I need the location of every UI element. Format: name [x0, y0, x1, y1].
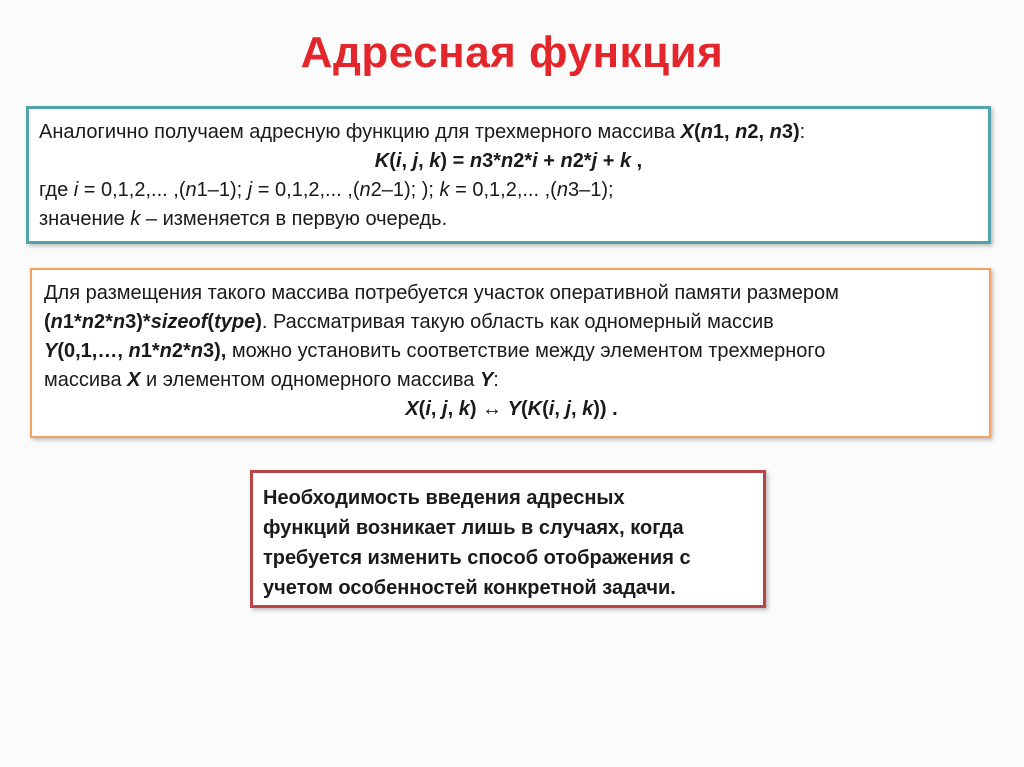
sizeof-keyword: sizeof: [150, 311, 208, 333]
var-k: k: [619, 150, 632, 172]
formula-part: +: [537, 150, 561, 172]
text: можно установить соответствие между элементом трехмерного: [226, 340, 826, 362]
var-i: i: [395, 150, 402, 172]
func-k-symbol: K: [374, 150, 390, 172]
var-k: k: [582, 398, 594, 420]
text: 1*: [140, 340, 160, 362]
var-n: n: [128, 340, 141, 362]
text: (0,1,…,: [57, 340, 129, 362]
array-y-symbol: Y: [44, 340, 58, 362]
var-n: n: [159, 340, 172, 362]
note-line-1: Необходимость введения адресных: [263, 487, 625, 509]
bidirectional-arrow-icon: ↔: [482, 398, 503, 420]
text: ): [469, 398, 483, 420]
text: = 0,1,2,... ,(: [78, 179, 186, 201]
array-x-symbol: X: [127, 369, 141, 391]
var-k: k: [130, 208, 141, 230]
var-n: n: [469, 150, 483, 172]
var-n: n: [81, 311, 95, 333]
var-n: n: [50, 311, 63, 333]
text: (: [207, 311, 215, 333]
text: (: [520, 398, 528, 420]
num: 1,: [712, 121, 736, 143]
text: ): [255, 311, 262, 333]
text: (: [44, 311, 51, 333]
text: (: [418, 398, 426, 420]
func-k-symbol: K: [527, 398, 543, 420]
text: 3)*: [125, 311, 151, 333]
num: 2,: [747, 121, 770, 143]
var-j: j: [412, 150, 419, 172]
text: (: [542, 398, 549, 420]
text: )) .: [593, 398, 618, 420]
formula-line: [39, 147, 978, 176]
num: 3): [781, 121, 800, 143]
text: 1*: [62, 311, 82, 333]
memory-line-3: [44, 337, 979, 366]
address-function-3d-box: [26, 106, 991, 244]
memory-line-1: Для размещения такого массива потребуется участок оперативной памяти размером: [44, 282, 839, 304]
text: ,: [554, 398, 566, 420]
text: ,: [430, 398, 443, 420]
note-line-3: требуется изменить способ отображения с: [263, 547, 691, 569]
mapping-formula-line: [44, 395, 979, 424]
text: 2*: [94, 311, 113, 333]
var-n: n: [190, 340, 203, 362]
var-n: n: [700, 121, 713, 143]
var-n: n: [560, 150, 573, 172]
text: :: [493, 369, 499, 391]
text: массива: [44, 369, 128, 391]
intro-line: [39, 118, 978, 147]
var-i: i: [425, 398, 431, 420]
formula-part: ,: [631, 150, 643, 172]
var-j: j: [442, 398, 448, 420]
memory-line-2: [44, 308, 979, 337]
var-n: n: [735, 121, 748, 143]
var-k: k: [458, 398, 470, 420]
colon: :: [799, 121, 806, 143]
text: 1–1);: [196, 179, 248, 201]
var-k: k: [439, 179, 450, 201]
formula-part: 2*: [513, 150, 533, 172]
formula-part: ,: [418, 150, 430, 172]
var-n: n: [359, 179, 371, 201]
var-n: n: [500, 150, 514, 172]
formula-part: ) =: [440, 150, 470, 172]
note-line-4: учетом особенностей конкретной задачи.: [263, 577, 676, 599]
k-order-line: [39, 205, 978, 234]
var-n: n: [112, 311, 126, 333]
formula-part: (: [389, 150, 396, 172]
var-i: i: [532, 150, 538, 172]
array-y-symbol: Y: [479, 369, 494, 391]
text: ,: [447, 398, 459, 420]
var-j: j: [247, 179, 253, 201]
type-keyword: type: [214, 311, 256, 333]
var-j: j: [591, 150, 598, 172]
slide-title: Адресная функция: [300, 28, 724, 77]
formula-part: 2*: [572, 150, 592, 172]
var-n: n: [769, 121, 782, 143]
text: 2–1); );: [370, 179, 440, 201]
intro-text: Аналогично получаем адресную функцию для трехмерного массива: [39, 121, 681, 143]
text: где: [39, 179, 74, 201]
necessity-note-box: [250, 470, 766, 608]
var-n: n: [185, 179, 197, 201]
array-x-symbol: X: [405, 398, 419, 420]
text: и элементом одномерного массива: [140, 369, 480, 391]
var-k: k: [429, 150, 441, 172]
var-i: i: [548, 398, 555, 420]
formula-part: ,: [401, 150, 413, 172]
note-line-2: функций возникает лишь в случаях, когда: [263, 517, 684, 539]
ranges-line: [39, 176, 978, 205]
text: . Рассматривая такую область как одномерный массив: [261, 311, 774, 333]
paren: (: [694, 121, 701, 143]
var-j: j: [565, 398, 571, 420]
text: 2*: [171, 340, 191, 362]
var-i: i: [73, 179, 79, 201]
array-y-symbol: Y: [507, 398, 521, 420]
text: 3–1);: [567, 179, 614, 201]
text: значение: [39, 208, 131, 230]
formula-part: 3*: [482, 150, 501, 172]
text: = 0,1,2,... ,(: [252, 179, 360, 201]
text: 3),: [202, 340, 227, 362]
text: = 0,1,2,... ,(: [449, 179, 557, 201]
memory-mapping-box: [30, 268, 991, 438]
formula-part: +: [597, 150, 620, 172]
var-n: n: [556, 179, 568, 201]
array-x-symbol: X: [680, 121, 695, 143]
text: ,: [571, 398, 583, 420]
memory-line-4: [44, 366, 979, 395]
text: – изменяется в первую очередь.: [140, 208, 448, 230]
